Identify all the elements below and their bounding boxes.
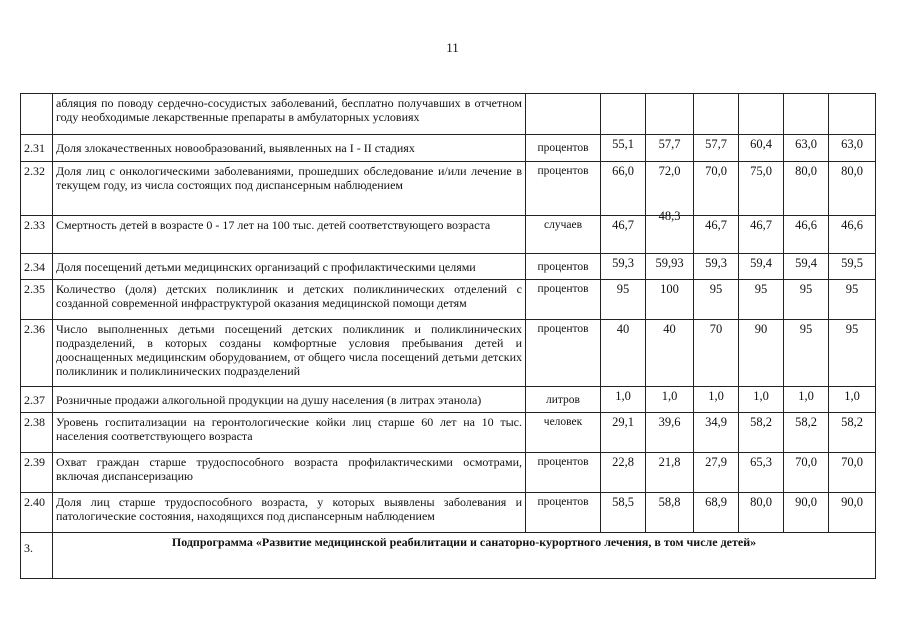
row-number: 2.35 xyxy=(21,280,53,320)
value-cell: 65,3 xyxy=(739,453,784,493)
value-cell: 95 xyxy=(829,320,876,387)
table-row xyxy=(21,453,876,493)
value-cell: 59,3 xyxy=(694,254,739,280)
value-cell: 70 xyxy=(694,320,739,387)
value-cell: 39,6 xyxy=(646,413,694,453)
value-cell xyxy=(646,209,694,254)
row-description: Доля злокачественных новообразований, выявленных на I - II стадиях xyxy=(53,135,526,162)
row-description: Розничные продажи алкогольной продукции на душу населения (в литрах этанола) xyxy=(53,387,526,413)
value-cell: 63,0 xyxy=(784,135,829,162)
value-cell: 58,2 xyxy=(739,413,784,453)
table-row xyxy=(21,387,876,413)
row-number xyxy=(21,94,53,135)
table-row-subprogram xyxy=(21,533,876,579)
row-description: Охват граждан старше трудоспособного возраста профилактическими осмотрами, включая диспансеризацию xyxy=(53,453,526,493)
value-cell: 58,2 xyxy=(829,413,876,453)
value-cell: 57,7 xyxy=(694,135,739,162)
value-cell: 63,0 xyxy=(829,135,876,162)
value-cell: 80,0 xyxy=(829,162,876,216)
value-cell: 58,5 xyxy=(601,493,646,533)
value-cell: 60,4 xyxy=(739,135,784,162)
value-cell: 34,9 xyxy=(694,413,739,453)
value-cell: 46,6 xyxy=(829,216,876,254)
row-number: 2.32 xyxy=(21,162,53,216)
table-row xyxy=(21,135,876,162)
value-cell: 59,93 xyxy=(646,254,694,280)
value-cell: 22,8 xyxy=(601,453,646,493)
value-cell: 66,0 xyxy=(601,162,646,216)
value-cell: 95 xyxy=(784,320,829,387)
value-cell: 46,7 xyxy=(601,216,646,254)
value-cell: 55,1 xyxy=(601,135,646,162)
value-cell: 100 xyxy=(646,280,694,320)
value-cell: 75,0 xyxy=(739,162,784,216)
value-cell: 27,9 xyxy=(694,453,739,493)
indicators-table xyxy=(20,93,876,579)
value-cell: 72,0 xyxy=(646,162,694,216)
row-number: 2.33 xyxy=(21,216,53,254)
value-cell: 59,4 xyxy=(784,254,829,280)
value-cell: 58,2 xyxy=(784,413,829,453)
row-unit: литров xyxy=(526,387,601,413)
value-cell: 95 xyxy=(601,280,646,320)
row-description: Доля лиц старше трудоспособного возраста, у которых выявлены заболевания и патологические состояния, находящихся под диспансерным наблюдением xyxy=(53,493,526,533)
table-row xyxy=(21,413,876,453)
value-cell: 70,0 xyxy=(694,162,739,216)
row-number: 2.36 xyxy=(21,320,53,387)
value-cell: 80,0 xyxy=(739,493,784,533)
value-cell xyxy=(646,94,694,135)
row-number: 2.37 xyxy=(21,387,53,413)
table-row xyxy=(21,216,876,254)
row-number: 2.39 xyxy=(21,453,53,493)
value-cell: 1,0 xyxy=(646,387,694,413)
value-cell: 40 xyxy=(646,320,694,387)
row-unit: процентов xyxy=(526,493,601,533)
row-description: Уровень госпитализации на геронтологические койки лиц старше 60 лет на 10 тыс. населения соответствующего возраста xyxy=(53,413,526,453)
row-number: 2.31 xyxy=(21,135,53,162)
value-cell: 1,0 xyxy=(784,387,829,413)
row-description: Доля лиц с онкологическими заболеваниями, прошедших обследование и/или лечение в текущем году, из числа состоящих под диспансерным наблюдением xyxy=(53,162,526,216)
value-cell xyxy=(739,94,784,135)
value-cell: 1,0 xyxy=(739,387,784,413)
subprogram-title: Подпрограмма «Развитие медицинской реабилитации и санаторно-курортного лечения, в том числе детей» xyxy=(53,533,876,579)
row-number: 3. xyxy=(21,533,53,579)
value-cell: 46,6 xyxy=(784,216,829,254)
value-cell: 80,0 xyxy=(784,162,829,216)
page-number: 11 xyxy=(446,40,459,55)
row-description: Доля посещений детьми медицинских организаций с профилактическими целями xyxy=(53,254,526,280)
value-cell: 70,0 xyxy=(784,453,829,493)
value-cell: 90,0 xyxy=(784,493,829,533)
table-row xyxy=(21,280,876,320)
row-unit: процентов xyxy=(526,320,601,387)
value-cell: 59,3 xyxy=(601,254,646,280)
table-row xyxy=(21,493,876,533)
value-text: 48,3 xyxy=(658,209,681,223)
value-cell: 90 xyxy=(739,320,784,387)
value-cell: 95 xyxy=(694,280,739,320)
value-cell: 90,0 xyxy=(829,493,876,533)
table-row xyxy=(21,254,876,280)
value-cell: 68,9 xyxy=(694,493,739,533)
value-cell: 1,0 xyxy=(694,387,739,413)
row-number: 2.38 xyxy=(21,413,53,453)
row-unit: человек xyxy=(526,413,601,453)
row-description: Число выполненных детьми посещений детских поликлиник и поликлинических подразделений, в которых созданы комфортные условия пребывания детей и дооснащенных медицинским оборудованием, от общего числа посещений детьми детских поликлиник и поликлинических подразделений xyxy=(53,320,526,387)
value-cell xyxy=(694,94,739,135)
value-cell: 95 xyxy=(739,280,784,320)
value-cell: 46,7 xyxy=(739,216,784,254)
row-unit: процентов xyxy=(526,280,601,320)
value-cell: 1,0 xyxy=(601,387,646,413)
value-cell: 57,7 xyxy=(646,135,694,162)
row-unit: процентов xyxy=(526,453,601,493)
value-cell: 1,0 xyxy=(829,387,876,413)
table-row xyxy=(21,162,876,216)
value-cell: 59,4 xyxy=(739,254,784,280)
value-cell: 21,8 xyxy=(646,453,694,493)
row-number: 2.34 xyxy=(21,254,53,280)
row-description: Количество (доля) детских поликлиник и детских поликлинических отделений с созданной современной инфраструктурой оказания медицинской помощи детям xyxy=(53,280,526,320)
table-row xyxy=(21,94,876,135)
value-cell: 95 xyxy=(829,280,876,320)
value-cell: 70,0 xyxy=(829,453,876,493)
row-number: 2.40 xyxy=(21,493,53,533)
row-unit: процентов xyxy=(526,162,601,216)
value-cell xyxy=(829,94,876,135)
value-cell: 59,5 xyxy=(829,254,876,280)
value-cell xyxy=(601,94,646,135)
row-description: абляция по поводу сердечно-сосудистых заболеваний, бесплатно получавших в отчетном году необходимые лекарственные препараты в амбулаторных условиях xyxy=(53,94,526,135)
value-cell xyxy=(784,94,829,135)
table-row xyxy=(21,320,876,387)
value-cell: 29,1 xyxy=(601,413,646,453)
row-unit: случаев xyxy=(526,216,601,254)
value-cell: 40 xyxy=(601,320,646,387)
value-cell: 58,8 xyxy=(646,493,694,533)
value-cell: 95 xyxy=(784,280,829,320)
row-unit: процентов xyxy=(526,254,601,280)
value-cell: 46,7 xyxy=(694,216,739,254)
row-description: Смертность детей в возрасте 0 - 17 лет на 100 тыс. детей соответствующего возраста xyxy=(53,216,526,254)
row-unit xyxy=(526,94,601,135)
row-unit: процентов xyxy=(526,135,601,162)
